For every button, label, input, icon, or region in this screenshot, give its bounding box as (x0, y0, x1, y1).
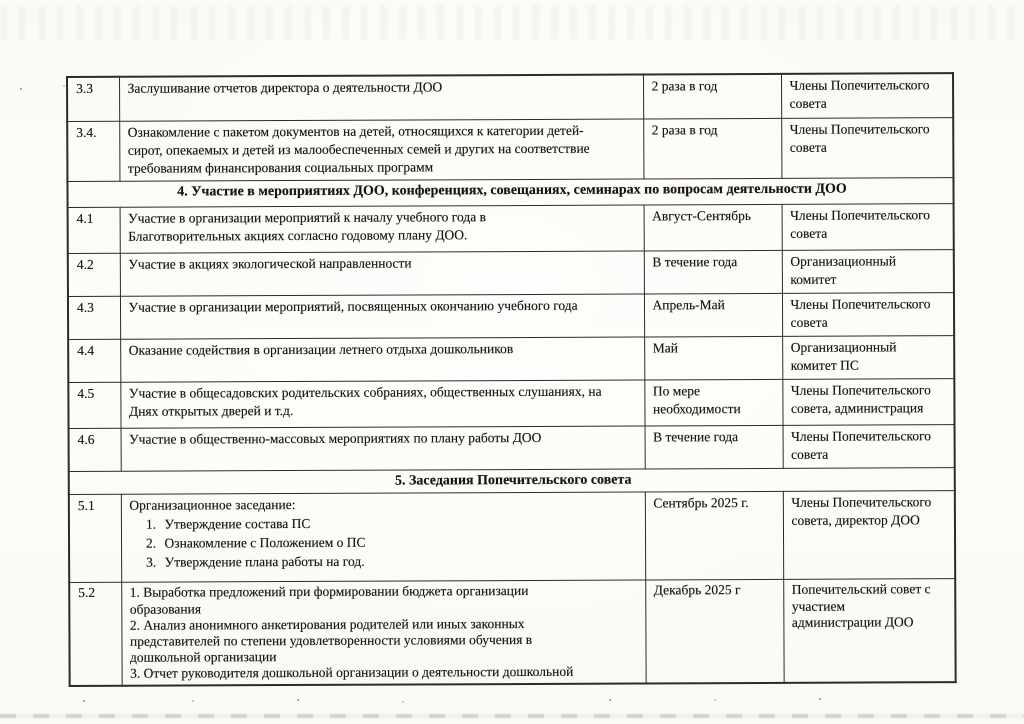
table-row (68, 293, 954, 340)
work-plan-table (66, 72, 957, 686)
timing-cell: Апрель-Май (644, 293, 782, 337)
meeting-intro: Организационное заседание: (129, 497, 296, 514)
timing-cell: В течение года (645, 425, 783, 469)
row-number: 4.5 (68, 382, 120, 428)
timing-cell: По мере необходимости (644, 379, 782, 426)
row-number: 3.3 (67, 77, 119, 122)
scan-noise-top (0, 6, 1024, 40)
work-plan-table-wrap (66, 72, 955, 686)
responsible-cell: Члены Попечительского совета (782, 204, 954, 251)
activity-cell: Участие в акциях экологической направленности (120, 251, 644, 296)
scan-speck (192, 700, 194, 702)
activity-cell: Участие в организации мероприятий, посвященных окончанию учебного года (120, 294, 644, 339)
row-number: 3.4. (67, 121, 119, 181)
row-number: 5.2 (69, 583, 121, 686)
timing-cell: 2 раза в год (643, 118, 781, 179)
row-number: 4.6 (69, 428, 121, 471)
row-number: 4.4 (68, 339, 120, 382)
scan-speck (63, 85, 65, 87)
row-number: 4.1 (68, 207, 120, 253)
table-row (69, 425, 955, 472)
responsible-cell: Члены Попечительского совета (781, 118, 953, 179)
table-row (69, 579, 955, 685)
timing-cell: Сентябрь 2025 г. (645, 492, 783, 581)
timing-cell: 2 раза в год (643, 74, 781, 119)
agenda-item: 3. Утверждение плана работы на год. (160, 551, 640, 571)
row-number: 4.2 (68, 253, 120, 296)
scan-speck (819, 698, 821, 700)
section-4-title: 4. Участие в мероприятиях ДОО, конференциях, совещаниях, семинарах по вопросам деятельности ДОО (67, 178, 953, 208)
activity-cell: Участие в организации мероприятий к началу учебного года в Благотворительных акциях согласно годовому плану ДОО. (120, 205, 644, 253)
agenda-item: 2. Ознакомление с Положением о ПС (160, 533, 640, 553)
table-row (68, 379, 954, 429)
scan-speck (609, 699, 611, 701)
activity-cell: Участие в общесадовских родительских собраниях, общественных слушаниях, на Днях открытых дверей и т.д. (120, 380, 644, 428)
timing-cell: Август-Сентябрь (644, 204, 782, 251)
timing-cell: В течение года (644, 250, 782, 294)
timing-cell: Декабрь 2025 г (645, 580, 783, 683)
scan-speck (402, 701, 404, 703)
paper-bottom-edge (0, 714, 1024, 718)
responsible-cell: Организационный комитет (782, 250, 954, 294)
activity-cell: Участие в общественно-массовых мероприятиях по плану работы ДОО (121, 426, 645, 471)
activity-cell: 1. Выработка предложений при формировании бюджета организации образования 2. Анализ анонимного анкетирования родителей или иных законных представителей по степени удовлетворенности условиями обучения в дошкольной организации 3. Отчет руководителя дошкольной организации о деятельности дошкольной (121, 580, 645, 685)
timing-cell: Май (644, 336, 782, 380)
scan-speck (297, 699, 299, 701)
responsible-cell: Попечительский совет с участием администрации ДОО (783, 579, 955, 682)
responsible-cell: Члены Попечительского совета (782, 293, 954, 337)
row-number: 4.3 (68, 296, 120, 339)
section-5-title: 5. Заседания Попечительского совета (69, 468, 955, 495)
meeting-agenda-list (159, 514, 639, 572)
activity-cell: Ознакомление с пакетом документов на детей, относящихся к категории детей- сирот, опекаемых и детей из малообеспеченных семей и других на соответствие требованиям финансирования социальных программ (119, 119, 643, 181)
section-header-row (67, 178, 953, 208)
activity-cell: Заслушивание отчетов директора о деятельности ДОО (119, 74, 643, 121)
table-row (68, 336, 954, 383)
activity-cell (121, 492, 645, 582)
responsible-cell: Члены Попечительского совета, администрация (782, 379, 954, 426)
activity-cell: Оказание содействия в организации летнего отдыха дошкольников (120, 337, 644, 382)
responsible-cell: Члены Попечительского совета (783, 425, 955, 469)
responsible-cell: Члены Попечительского совета, директор ДОО (783, 491, 955, 580)
scan-speck (83, 700, 85, 702)
responsible-cell: Организационный комитет ПС (782, 336, 954, 380)
responsible-cell: Члены Попечительского совета (781, 73, 953, 118)
table-row (67, 73, 953, 121)
scan-speck (714, 699, 716, 701)
scan-speck (20, 88, 22, 90)
table-row (67, 118, 953, 182)
agenda-item: 1. Утверждение состава ПС (159, 514, 639, 534)
row-number: 5.1 (69, 495, 121, 583)
table-row (68, 204, 954, 254)
table-row (69, 491, 955, 583)
table-row (68, 250, 954, 297)
